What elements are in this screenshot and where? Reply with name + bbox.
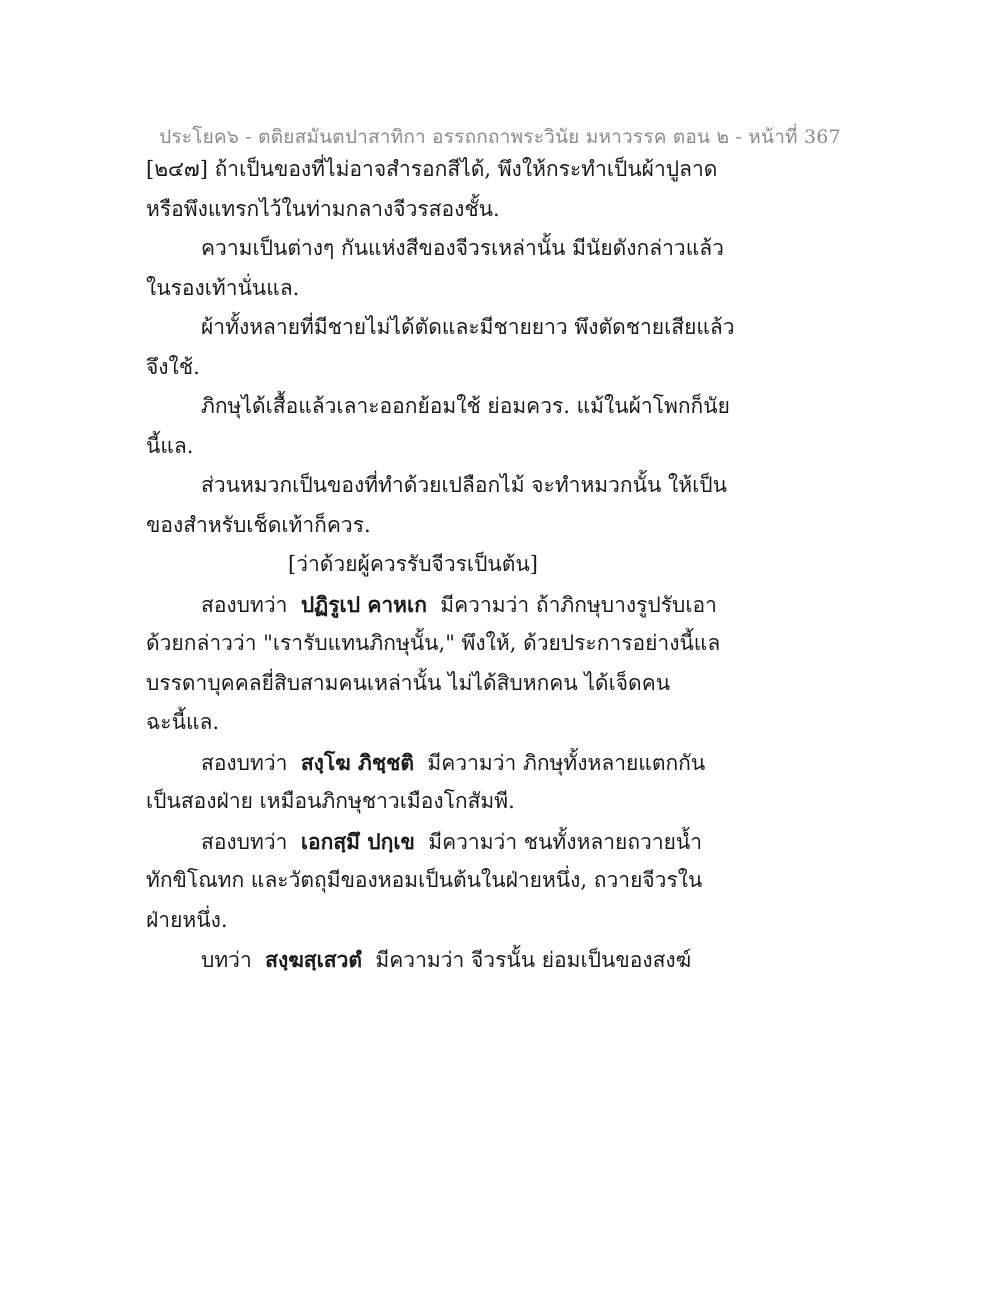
pali-term: สงฺโฆ ภิชฺชติ [300, 749, 415, 775]
paragraph [146, 585, 721, 743]
page-header: ประโยค๖ - ตติยสมันตปาสาทิกา อรรถกถาพระวินัย มหาวรรค ตอน ๒ - หน้าที่ 367 [159, 126, 841, 148]
lead-rest: มีความว่า ถ้าภิกษุบางรูปรับเอา [440, 592, 717, 617]
lead-text: สองบทว่า [201, 592, 288, 617]
paragraph-line: ในรองเท้านั่นแล. [146, 275, 300, 300]
paragraph [146, 150, 718, 229]
paragraph-line: นี้แล. [146, 433, 194, 458]
paragraph-first-line [146, 822, 706, 862]
document-body [146, 150, 735, 980]
paragraph-line: ทักขิโณทก และวัตถุมีของหอมเป็นต้นในฝ่ายหนึ่ง, ถวายจีวรใน [146, 868, 703, 892]
section-heading: [ว่าด้วยผู้ควรรับจีวรเป็นต้น] [288, 552, 538, 576]
paragraph [146, 387, 730, 466]
lead-rest: มีความว่า จีวรนั้น ย่อมเป็นของสงฆ์ [375, 948, 692, 972]
paragraph-line: บรรดาบุคคลยี่สิบสามคนเหล่านั้น ไม่ได้สิบหกคน ได้เจ็ดคน [146, 670, 671, 695]
lead-rest: มีความว่า ภิกษุทั้งหลายแตกกัน [427, 750, 706, 775]
paragraph-first-line [146, 743, 706, 783]
paragraph-line: จึงใช้. [146, 354, 200, 379]
paragraph-line: ความเป็นต่างๆ กันแห่งสีของจีวรเหล่านั้น มีนัยดังกล่าวแล้ว [201, 236, 724, 260]
paragraph-first-line [146, 585, 717, 625]
paragraph [146, 466, 727, 545]
paragraph-line: ฝ่ายหนึ่ง. [146, 907, 228, 932]
paragraph-line: เป็นสองฝ่าย เหมือนภิกษุชาวเมืองโกสัมพี. [146, 789, 515, 813]
paragraph-line: ด้วยกล่าวว่า "เรารับแทนภิกษุนั้น," พึงให้, ด้วยประการอย่างนี้แล [146, 631, 721, 655]
paragraph-line: ส่วนหมวกเป็นของที่ทำด้วยเปลือกไม้ จะทำหมวกนั้น ให้เป็น [201, 473, 727, 497]
paragraph-line: ของสำหรับเช็ดเท้าก็ควร. [146, 512, 371, 537]
lead-rest: มีความว่า ชนทั้งหลายถวายน้ำ [428, 829, 703, 854]
paragraph [146, 308, 735, 387]
paragraph [146, 229, 724, 308]
pali-term: สงฺฆสฺเสวตํ [265, 947, 363, 972]
paragraph-line: [๒๔๗] ถ้าเป็นของที่ไม่อาจสำรอกสีได้, พึงให้กระทำเป็นผ้าปูลาด [146, 157, 718, 181]
pali-term: ปฏิรูเป คาหเก [300, 591, 427, 617]
paragraph [146, 940, 706, 980]
lead-text: สองบทว่า [201, 829, 288, 854]
paragraph-line: ฉะนี้แล. [146, 710, 220, 734]
paragraph-line: ผ้าทั้งหลายที่มีชายไม่ได้ตัดและมีชายยาว พึงตัดชายเสียแล้ว [201, 315, 735, 339]
lead-text: บทว่า [201, 948, 252, 972]
lead-text: สองบทว่า [201, 750, 288, 775]
paragraph-first-line [146, 940, 706, 980]
paragraph [146, 743, 706, 822]
pali-term: เอกสฺมึ ปกฺเข [300, 828, 415, 854]
paragraph-line: ภิกษุได้เสื้อแล้วเลาะออกย้อมใช้ ย่อมควร. แม้ในผ้าโพกก็นัย [201, 394, 730, 418]
paragraph [146, 822, 706, 941]
paragraph-line: หรือพึงแทรกไว้ในท่ามกลางจีวรสองชั้น. [146, 196, 500, 221]
